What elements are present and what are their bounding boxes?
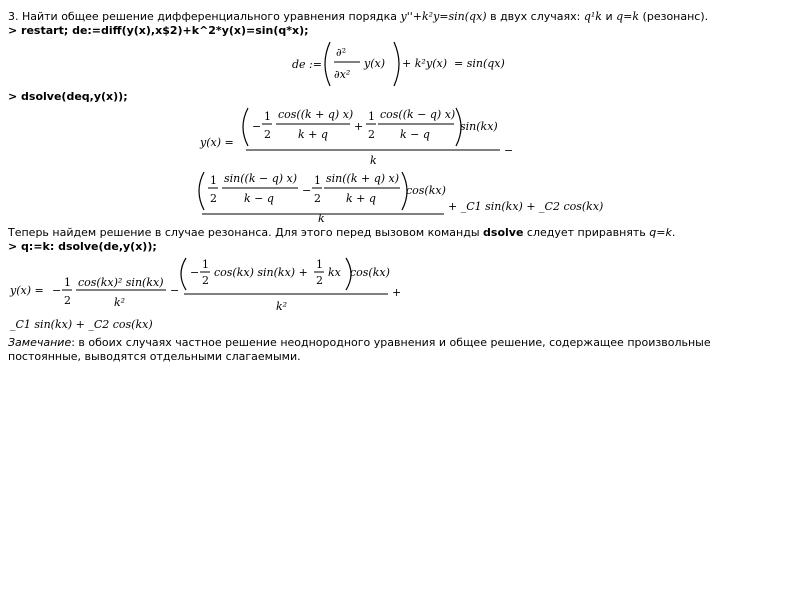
de-partial-sq: ∂² [336,46,347,59]
task-case1: q¹k [583,10,602,23]
res-paren-left [181,258,186,290]
gen-sin-kmq-den: k − q [244,192,274,205]
gen-half1-den: 2 [264,128,271,141]
maple-command-dsolve[interactable]: > dsolve(deq,y(x)); [8,90,128,103]
resonance-qk: q=k [649,226,672,239]
de-assign: de := [292,58,322,71]
worksheet [8,10,792,364]
task-case2: q=k [616,10,640,23]
remark [8,336,778,364]
resonance-text-a: Теперь найдем решение в случае резонанса. Для этого перед вызовом команды [8,226,484,239]
gen-paren1-left [243,108,248,146]
output-de [8,38,792,90]
res-two: 2 [64,294,71,307]
res-inner-minus: − [190,266,200,279]
gen-half4-den: 2 [314,192,321,205]
gen-minus2: − [302,184,312,197]
gen-sin-kq-num: sin((k + q) x) [326,172,400,185]
task-equation: y''+k²y=sin(qx) [400,10,487,23]
gen-half2-num: 1 [368,110,375,123]
task-middle: в двух случаях: [486,10,584,23]
gen-half4-num: 1 [314,174,321,187]
gen-plus: + [354,120,364,133]
de-partial-dx: ∂x² [334,68,351,81]
res-coskx: cos(kx) [350,266,390,279]
res-inner-two1: 2 [202,274,209,287]
res-k2-den: k² [276,300,288,313]
res-constants: _C1 sin(kx) + _C2 cos(kx) [10,318,153,331]
gen-lhs: y(x) = [200,136,234,149]
resonance-text-c: . [671,226,676,239]
task-and: и [601,10,617,23]
res-inner-kx: kx [328,266,341,279]
gen-half3-num: 1 [210,174,217,187]
gen-paren2-left [199,172,204,210]
res-minus2: − [170,284,180,297]
dsolve-resonance-svg [8,254,792,336]
resonance-text-b: следует приравнять [523,226,650,239]
gen-minus: − [252,120,262,133]
task-prefix: 3. Найти общее решение дифференциального уравнения порядка [8,10,401,23]
gen-coskx: cos(kx) [406,184,446,197]
output-dsolve-resonance [8,254,792,336]
res-inner-two2: 2 [316,274,323,287]
task-statement [8,10,792,24]
output-dsolve-general [8,104,792,225]
gen-sinkx: sin(kx) [460,120,498,133]
res-one: 1 [64,276,71,289]
res-minus: − [52,284,62,297]
res-cos2sin: cos(kx)² sin(kx) [78,276,164,289]
de-rhs: = sin(qx) [454,57,505,70]
maple-command-restart[interactable]: > restart; de:=diff(y(x),x$2)+k^2*y(x)=sin(q*x); [8,24,309,37]
gen-half2-den: 2 [368,128,375,141]
remark-text: : в обоих случаях частное решение неоднородного уравнения и общее решение, содержащее произвольные постоянные, выводятся отдельными слагаемыми. [8,336,711,363]
gen-cos-kmq-num: cos((k − q) x) [380,108,456,121]
res-inner-cossin: cos(kx) sin(kx) + [214,266,308,279]
gen-constants: + _C1 sin(kx) + _C2 cos(kx) [448,200,604,213]
gen-cos-kq-den: k + q [298,128,328,141]
res-k2: k² [114,296,126,309]
dsolve-keyword: dsolve [483,226,524,239]
gen-cos-kq-num: cos((k + q) x) [278,108,354,121]
gen-k-den1: k [370,154,377,167]
res-inner-half2: 1 [316,258,323,271]
gen-half3-den: 2 [210,192,217,205]
res-inner-half1: 1 [202,258,209,271]
gen-k-den2: k [318,212,325,225]
maple-command-resonance[interactable]: > q:=k: dsolve(de,y(x)); [8,240,157,253]
de-yx2: y(x) [426,57,448,70]
remark-label: Замечание [8,336,72,349]
dsolve-general-svg [8,104,792,225]
task-suffix: (резонанс). [639,10,709,23]
de-right-paren [394,42,399,86]
de-equation-svg [8,38,792,90]
gen-sin-kq-den: k + q [346,192,376,205]
res-plus-end: + [392,286,402,299]
gen-cos-kmq-den: k − q [400,128,430,141]
de-yx: y(x) [364,57,386,70]
gen-half1-num: 1 [264,110,271,123]
de-plus-k2: + k² [402,57,426,70]
res-lhs: y(x) = [10,284,44,297]
de-left-paren [325,42,330,86]
gen-sin-kmq-num: sin((k − q) x) [224,172,298,185]
gen-trailing-minus: − [504,144,514,157]
resonance-text [8,226,792,240]
